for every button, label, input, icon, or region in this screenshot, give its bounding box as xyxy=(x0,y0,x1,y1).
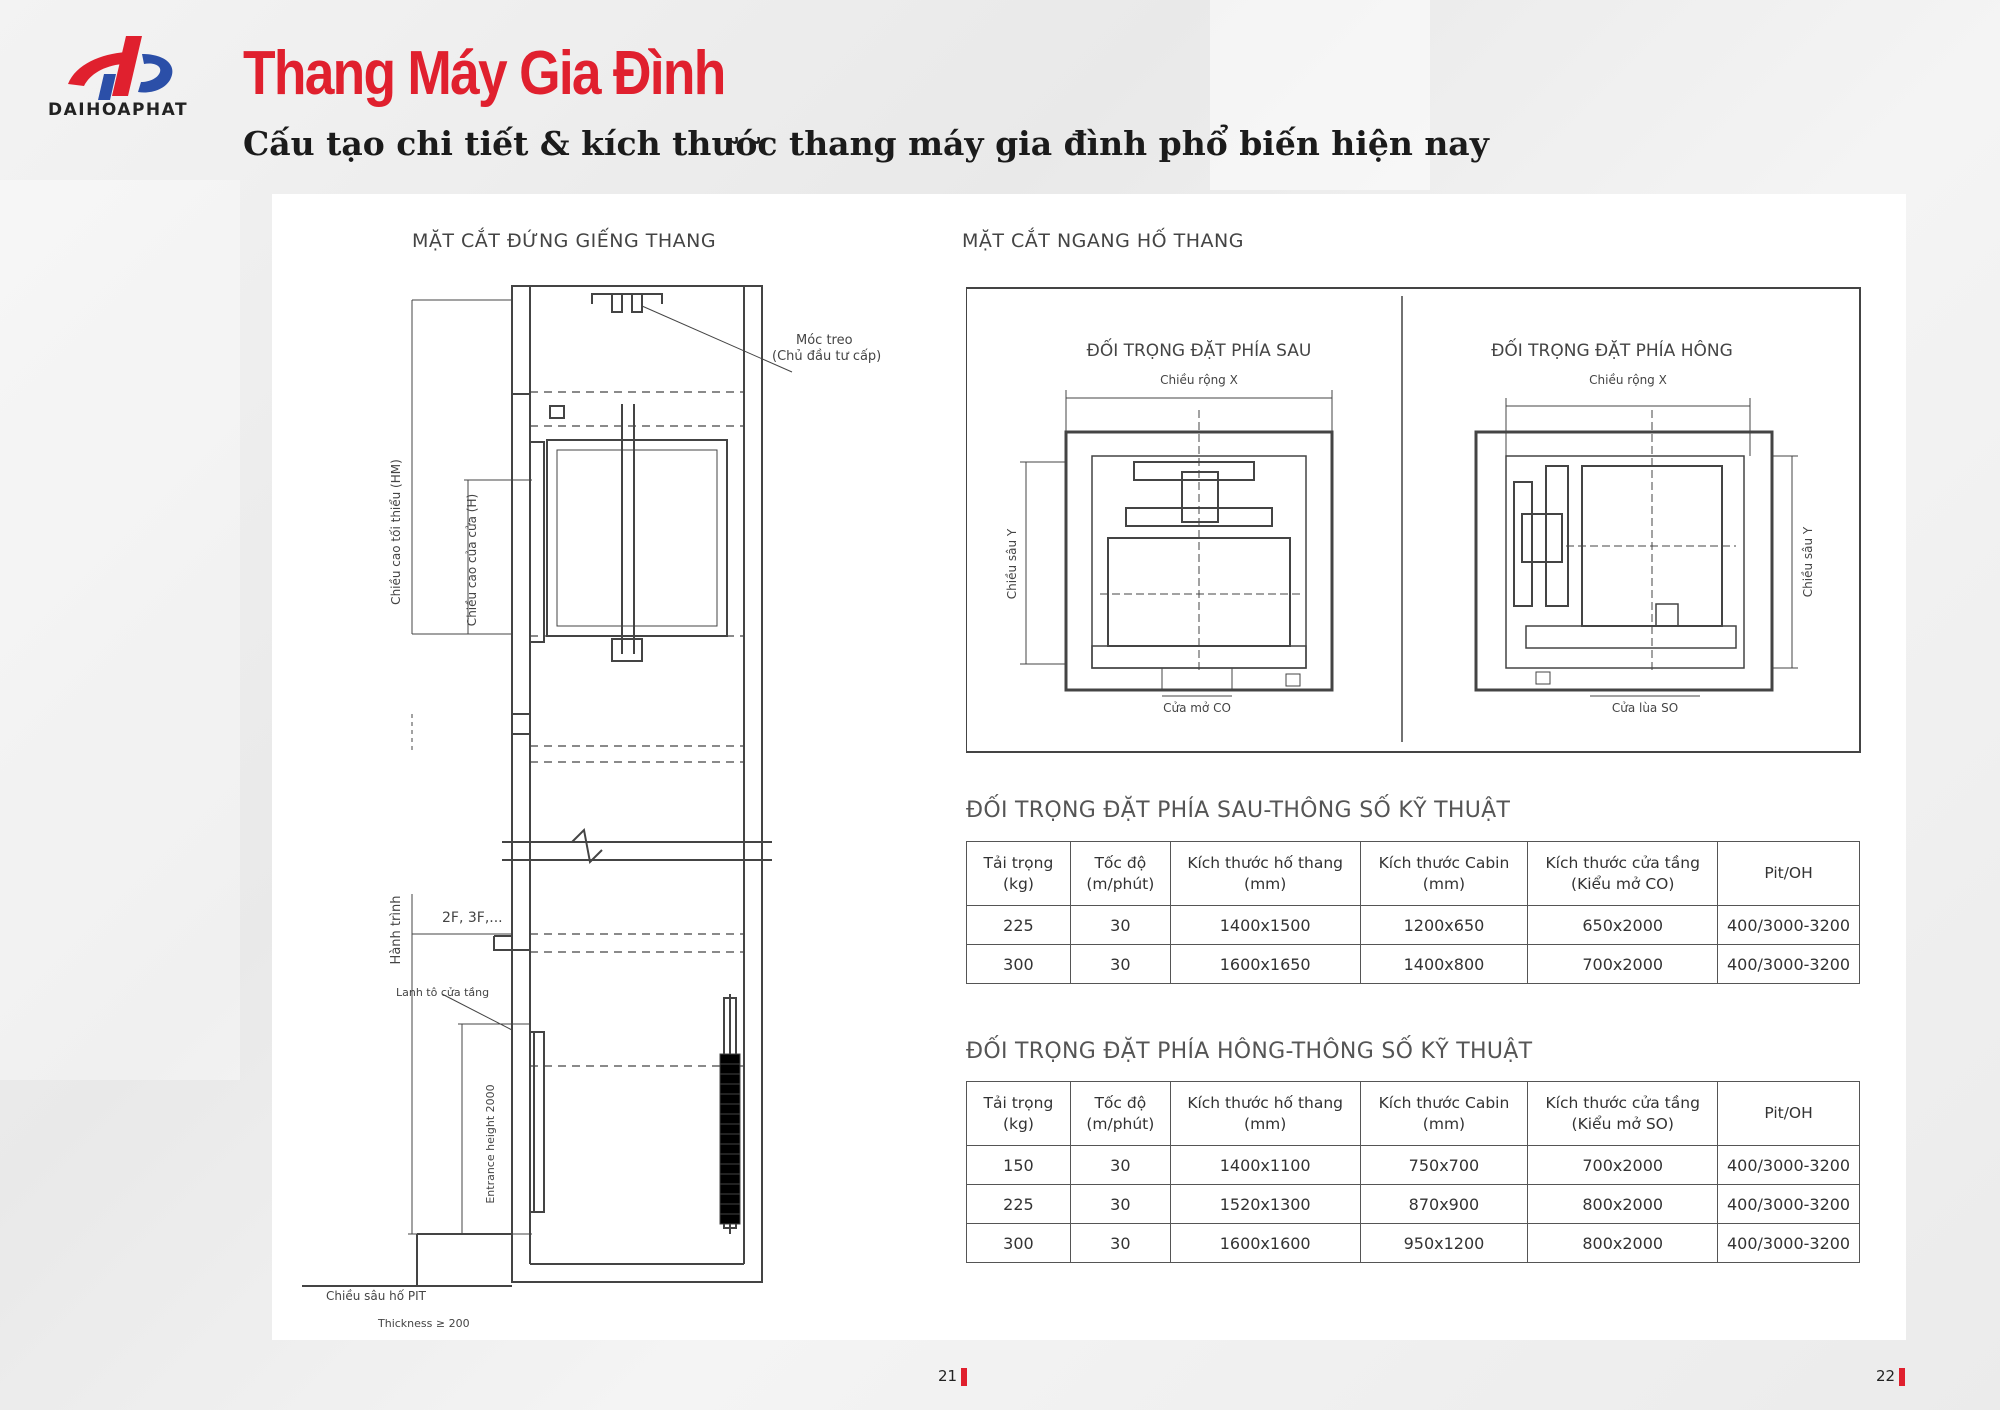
table-row xyxy=(967,1146,1860,1185)
side-width-label: Chiều rộng X xyxy=(1589,373,1667,387)
horizontal-section-heading: MẶT CẮT NGANG HỐ THANG xyxy=(962,230,1244,252)
page-marker xyxy=(1899,1368,1905,1386)
table-row xyxy=(967,906,1860,945)
header-cell: Kích thước hố thang (mm) xyxy=(1170,842,1360,906)
header-cell: Kích thước cửa tầng (Kiểu mở CO) xyxy=(1528,842,1718,906)
side-door-label: Cửa lùa SO xyxy=(1611,701,1679,715)
page-number-left: 21 xyxy=(938,1367,967,1386)
travel-label: Hành trình xyxy=(389,895,404,965)
background-panel xyxy=(0,180,240,1080)
header-cell: Tải trọng (kg) xyxy=(967,1082,1071,1146)
rear-depth-label: Chiều sâu Y xyxy=(1005,528,1019,600)
side-spec-table xyxy=(966,1081,1860,1263)
table-row xyxy=(967,1224,1860,1263)
page-title: Thang Máy Gia Đình xyxy=(243,39,725,108)
cell: 400/3000-3200 xyxy=(1718,1146,1860,1185)
header-cell: Kích thước Cabin (mm) xyxy=(1360,842,1528,906)
horizontal-section-drawing xyxy=(966,286,1862,754)
door-height-label: Chiều cao của cửa (H) xyxy=(465,493,479,627)
cell: 700x2000 xyxy=(1528,1146,1718,1185)
page-subtitle: Cấu tạo chi tiết & kích thước thang máy gia đình phổ biến hiện nay xyxy=(243,124,1489,163)
cell: 225 xyxy=(967,1185,1071,1224)
cell: 30 xyxy=(1070,1146,1170,1185)
cell: 150 xyxy=(967,1146,1071,1185)
cell: 1600x1650 xyxy=(1170,945,1360,984)
cell: 225 xyxy=(967,906,1071,945)
header-cell: Pit/OH xyxy=(1718,1082,1860,1146)
cell: 650x2000 xyxy=(1528,906,1718,945)
cell: 1600x1600 xyxy=(1170,1224,1360,1263)
cell: 950x1200 xyxy=(1360,1224,1528,1263)
header-cell: Kích thước Cabin (mm) xyxy=(1360,1082,1528,1146)
cell: 30 xyxy=(1070,1185,1170,1224)
vertical-section-drawing xyxy=(272,194,912,1340)
cell: 400/3000-3200 xyxy=(1718,906,1860,945)
side-depth-label: Chiều sâu Y xyxy=(1801,526,1815,598)
cell: 30 xyxy=(1070,1224,1170,1263)
entrance-label: Entrance height 2000 xyxy=(484,1084,497,1204)
rear-width-label: Chiều rộng X xyxy=(1160,373,1238,387)
cell: 800x2000 xyxy=(1528,1224,1718,1263)
hook-label: Móc treo xyxy=(796,333,853,348)
cell: 400/3000-3200 xyxy=(1718,945,1860,984)
table-header-row xyxy=(967,1082,1860,1146)
page-number-right: 22 xyxy=(1876,1367,1905,1386)
cell: 870x900 xyxy=(1360,1185,1528,1224)
drawing-sheet xyxy=(272,194,1906,1340)
cell: 1200x650 xyxy=(1360,906,1528,945)
cell: 800x2000 xyxy=(1528,1185,1718,1224)
cell: 30 xyxy=(1070,906,1170,945)
header-cell: Kích thước hố thang (mm) xyxy=(1170,1082,1360,1146)
rear-table-title: ĐỐI TRỌNG ĐẶT PHÍA SAU-THÔNG SỐ KỸ THUẬT xyxy=(966,798,1511,823)
rear-door-label: Cửa mở CO xyxy=(1163,701,1231,715)
cell: 30 xyxy=(1070,945,1170,984)
brand-name: DAIHOAPHAT xyxy=(48,100,189,120)
cell: 1400x1500 xyxy=(1170,906,1360,945)
pit-depth-label: Chiều sâu hố PIT xyxy=(326,1289,427,1303)
cell: 300 xyxy=(967,945,1071,984)
page-marker xyxy=(961,1368,967,1386)
table-header-row xyxy=(967,842,1860,906)
vertical-section-heading: MẶT CẮT ĐỨNG GIẾNG THANG xyxy=(412,230,717,252)
side-table-title: ĐỐI TRỌNG ĐẶT PHÍA HÔNG-THÔNG SỐ KỸ THUẬT xyxy=(966,1039,1533,1064)
cell: 700x2000 xyxy=(1528,945,1718,984)
cell: 1520x1300 xyxy=(1170,1185,1360,1224)
rear-spec-table xyxy=(966,841,1860,984)
table-row xyxy=(967,1185,1860,1224)
floors-label: 2F, 3F,... xyxy=(442,910,503,926)
rear-title: ĐỐI TRỌNG ĐẶT PHÍA SAU xyxy=(1086,341,1312,361)
min-height-label: Chiều cao tối thiểu (HM) xyxy=(389,459,403,605)
cell: 1400x800 xyxy=(1360,945,1528,984)
cell: 750x700 xyxy=(1360,1146,1528,1185)
header-cell: Tải trọng (kg) xyxy=(967,842,1071,906)
header-cell: Tốc độ (m/phút) xyxy=(1070,1082,1170,1146)
table-row xyxy=(967,945,1860,984)
hook-note-label: (Chủ đầu tư cấp) xyxy=(772,349,882,364)
thickness-label: Thickness ≥ 200 xyxy=(378,1317,470,1330)
cell: 400/3000-3200 xyxy=(1718,1185,1860,1224)
header-cell: Kích thước cửa tầng (Kiểu mở SO) xyxy=(1528,1082,1718,1146)
header-cell: Tốc độ (m/phút) xyxy=(1070,842,1170,906)
side-title: ĐỐI TRỌNG ĐẶT PHÍA HÔNG xyxy=(1491,341,1733,361)
header-cell: Pit/OH xyxy=(1718,842,1860,906)
cell: 1400x1100 xyxy=(1170,1146,1360,1185)
cell: 400/3000-3200 xyxy=(1718,1224,1860,1263)
cell: 300 xyxy=(967,1224,1071,1263)
sill-label: Lanh tô cửa tầng xyxy=(396,986,490,999)
